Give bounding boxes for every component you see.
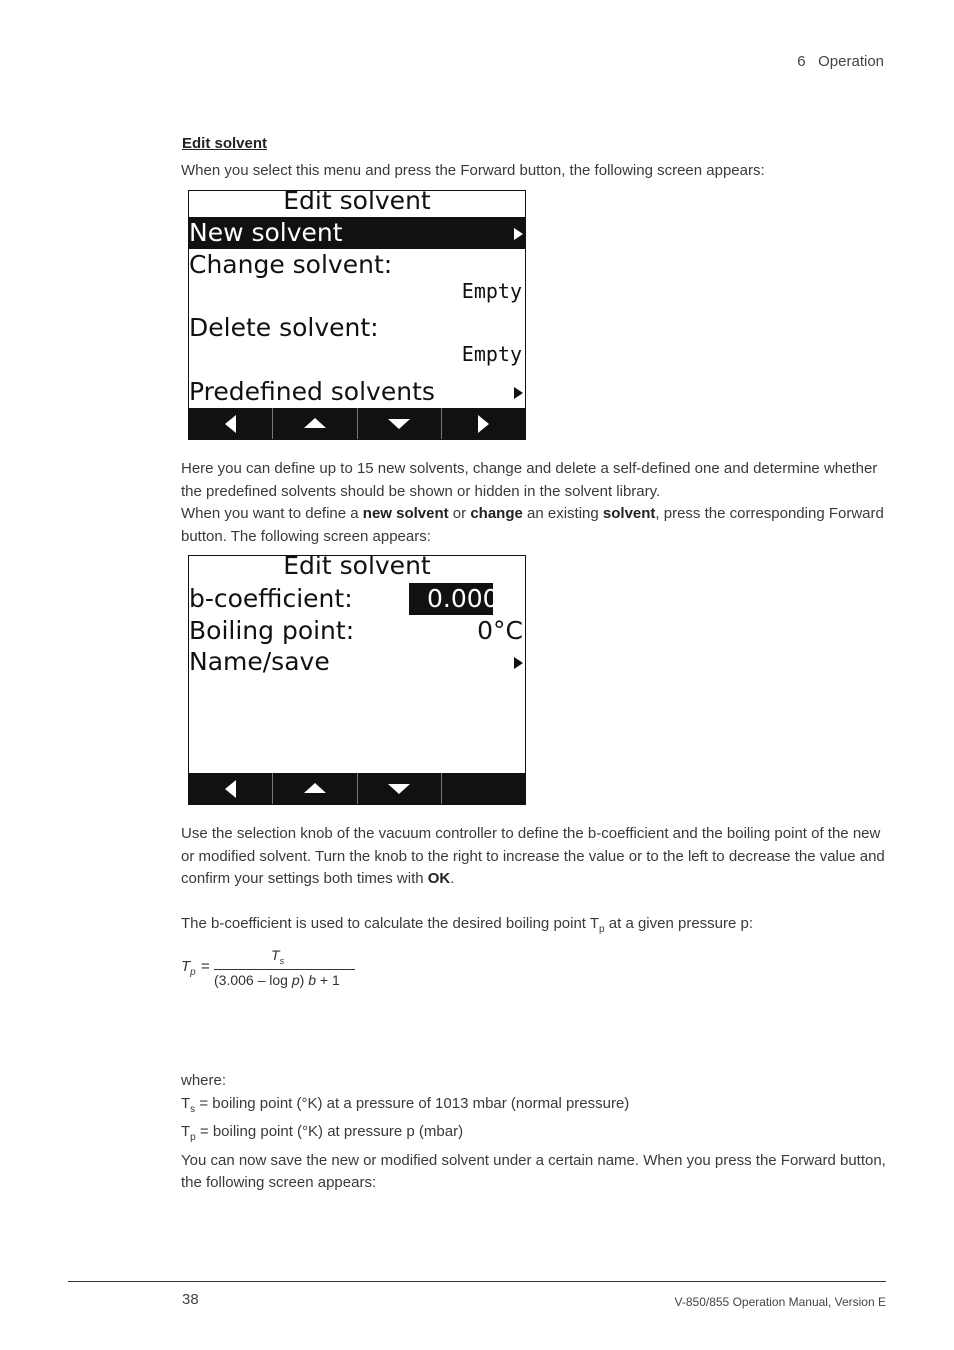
formula-equals: = <box>201 958 210 975</box>
up-softkey[interactable] <box>273 408 357 439</box>
forward-softkey[interactable] <box>442 408 525 439</box>
menu-item-label: Predefined solvents <box>189 377 435 406</box>
b-coefficient-value[interactable]: 0.000 <box>409 583 493 615</box>
menu-item-predefined-solvents[interactable] <box>189 376 525 408</box>
tp-definition: $T_p$ = boiling point (°K) at pressure p (mbar) <box>181 1123 464 1143</box>
back-softkey[interactable] <box>189 773 273 804</box>
selection-knob-paragraph <box>181 823 886 891</box>
paragraph-text: The b-coefficient is used to calculate the desired boiling point T <box>181 915 600 932</box>
forward-arrow-icon <box>514 387 523 399</box>
down-arrow-icon <box>388 419 410 429</box>
bold-term: change <box>470 505 523 522</box>
formula-numerator: $T_s$ <box>271 947 285 966</box>
chapter-title: Operation <box>818 53 884 70</box>
ts-definition: $T_s$ = boiling point (°K) at a pressure of 1013 mbar (normal pressure) <box>181 1094 630 1115</box>
menu-item-new-solvent[interactable] <box>189 217 525 249</box>
right-arrow-icon <box>478 415 489 433</box>
forward-arrow-icon <box>514 657 523 669</box>
b-coefficient-label: b-coefficient: <box>189 584 353 613</box>
up-softkey[interactable] <box>273 773 357 804</box>
forward-arrow-icon <box>514 228 523 240</box>
ok-term: OK <box>427 870 451 887</box>
section-title: Edit solvent <box>182 135 268 152</box>
intro-paragraph: When you select this menu and press the Forward button, the following screen appears: <box>181 162 765 179</box>
page-number: 38 <box>182 1291 199 1308</box>
left-arrow-icon <box>225 780 236 798</box>
screen-title: Edit solvent <box>283 555 431 580</box>
name-save-label: Name/save <box>189 647 330 676</box>
back-softkey[interactable] <box>189 408 273 439</box>
paragraph-text: . <box>450 870 455 887</box>
subscript: p <box>599 924 605 935</box>
down-softkey[interactable] <box>358 408 442 439</box>
softkey-bar <box>189 773 525 804</box>
bold-term: new solvent <box>362 505 449 522</box>
left-arrow-icon <box>225 415 236 433</box>
menu-item-delete-solvent[interactable] <box>189 312 525 344</box>
boiling-point-row[interactable] <box>189 615 525 647</box>
paragraph-text: Here you can define up to 15 new solvents, change and delete a self-defined one and determine whether the predefined solvents should be shown or hidden in the solvent library. <box>181 460 878 500</box>
softkey-bar <box>189 408 525 439</box>
define-solvents-paragraph <box>181 458 886 548</box>
down-arrow-icon <box>388 784 410 794</box>
menu-item-label: Change solvent: <box>189 250 393 279</box>
bold-term: solvent <box>602 505 656 522</box>
menu-item-label: New solvent <box>189 218 343 247</box>
boiling-point-value[interactable]: 0°C <box>477 616 523 645</box>
page-header <box>797 53 884 70</box>
edit-solvent-screen <box>188 190 526 440</box>
name-save-row[interactable] <box>189 646 525 678</box>
where-block <box>181 1070 886 1195</box>
empty-softkey[interactable] <box>442 773 525 804</box>
boiling-point-label: Boiling point: <box>189 616 355 645</box>
paragraph-text: or <box>448 505 471 522</box>
boiling-point-formula <box>181 944 381 994</box>
paragraph-text: When you want to define a <box>181 505 363 522</box>
down-softkey[interactable] <box>358 773 442 804</box>
change-solvent-value: Empty <box>461 279 522 303</box>
chapter-number: 6 <box>797 53 806 70</box>
menu-item-label: Delete solvent: <box>189 313 379 342</box>
formula-denominator: (3.006 – log p) b + 1 <box>214 972 340 988</box>
edit-solvent-values-screen <box>188 555 526 805</box>
paragraph-text: an existing <box>522 505 603 522</box>
formula-lhs: $T_p$ <box>181 958 196 978</box>
paragraph-text: Use the selection knob of the vacuum controller to define the b-coefficient and the boiling point of the new or modified solvent. Turn the knob to the right to increase the value or to the left to decrease the value and confirm your settings both times with <box>181 825 885 887</box>
b-coefficient-paragraph <box>181 913 886 942</box>
manual-title: V-850/855 Operation Manual, Version E <box>674 1295 886 1309</box>
footer-divider <box>68 1281 886 1282</box>
where-label: where: <box>181 1072 227 1089</box>
menu-item-change-solvent[interactable] <box>189 249 525 281</box>
paragraph-text: , press the corresponding Forward button. The following screen appears: <box>181 505 884 545</box>
closing-paragraph: You can now save the new or modified solvent under a certain name. When you press the Forward button, the following screen appears: <box>181 1151 886 1191</box>
paragraph-text: at a given pressure p: <box>604 915 754 932</box>
up-arrow-icon <box>304 783 326 793</box>
fraction-bar <box>214 969 355 970</box>
up-arrow-icon <box>304 418 326 428</box>
screen-title: Edit solvent <box>283 190 431 215</box>
delete-solvent-value: Empty <box>461 342 522 366</box>
